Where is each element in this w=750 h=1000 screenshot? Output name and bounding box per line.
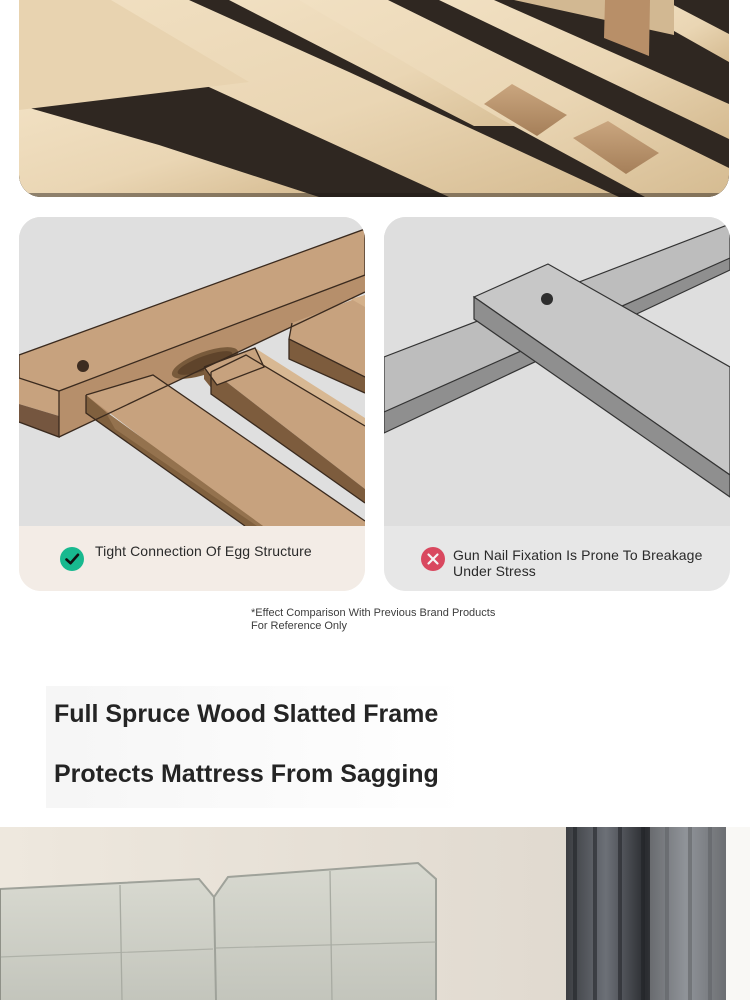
feature-headline-secondary: Protects Mattress From Sagging	[54, 760, 439, 788]
egg-structure-illustration	[19, 217, 365, 526]
bed-room-image	[0, 827, 750, 1000]
bad-caption-text: Gun Nail Fixation Is Prone To Breakage Under Stress	[453, 547, 703, 579]
bad-caption-row	[384, 526, 730, 591]
good-caption-row	[19, 526, 365, 591]
feature-heading-block	[46, 686, 468, 808]
check-icon	[60, 547, 84, 571]
wood-slats-closeup-image	[19, 0, 729, 197]
x-icon	[421, 547, 445, 571]
upholstered-bed-illustration	[0, 827, 750, 1000]
feature-headline-primary: Full Spruce Wood Slatted Frame	[54, 700, 439, 728]
gun-nail-illustration	[384, 217, 730, 526]
reference-note: *Effect Comparison With Previous Brand Products For Reference Only	[251, 607, 496, 632]
slatted-frame-illustration	[19, 0, 729, 197]
good-caption-text: Tight Connection Of Egg Structure	[95, 543, 312, 559]
gun-nail-comparison-card	[384, 217, 730, 591]
egg-structure-comparison-card	[19, 217, 365, 591]
